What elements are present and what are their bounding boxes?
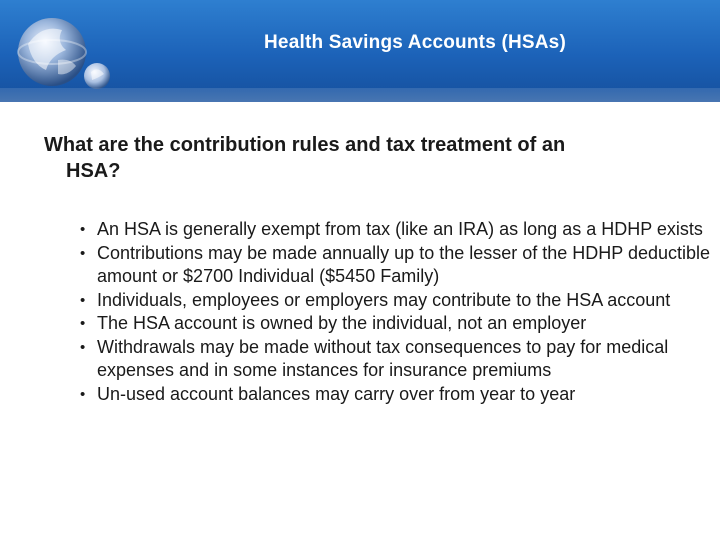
slide-title: Health Savings Accounts (HSAs) — [264, 32, 566, 53]
bullet-item — [80, 383, 720, 407]
bullet-dot-icon: • — [80, 315, 86, 332]
bullet-item — [80, 242, 720, 289]
bullet-item — [80, 312, 720, 336]
bullet-dot-icon: • — [80, 221, 86, 238]
question-heading — [44, 132, 684, 184]
bullet-item — [80, 336, 720, 383]
bullet-item — [80, 218, 720, 242]
bullet-dot-icon: • — [80, 385, 86, 403]
bullet-dot-icon: • — [80, 338, 86, 356]
question-line-1: What are the contribution rules and tax treatment of an — [44, 134, 566, 156]
bullet-text: The HSA account is owned by the individual, not an employer — [97, 313, 587, 333]
bullet-item — [80, 289, 720, 313]
bullet-dot-icon: • — [80, 291, 86, 309]
bullet-text: Contributions may be made annually up to the lesser of the HDHP deductible amount or $2700 Individual ($5450 Family) — [97, 242, 711, 286]
header-band — [0, 88, 720, 102]
bullet-text: Individuals, employees or employers may contribute to the HSA account — [97, 289, 671, 310]
question-line-2: HSA? — [66, 160, 121, 182]
bullet-text: An HSA is generally exempt from tax (like an IRA) as long as a HDHP exists — [97, 219, 703, 239]
bullet-text: Un-used account balances may carry over from year to year — [97, 383, 576, 404]
bullet-dot-icon: • — [80, 244, 86, 262]
slide-header — [0, 0, 720, 102]
bullet-text: Withdrawals may be made without tax consequences to pay for medical expenses and in some instances for insurance premiums — [97, 336, 669, 380]
bullet-list — [80, 218, 720, 406]
